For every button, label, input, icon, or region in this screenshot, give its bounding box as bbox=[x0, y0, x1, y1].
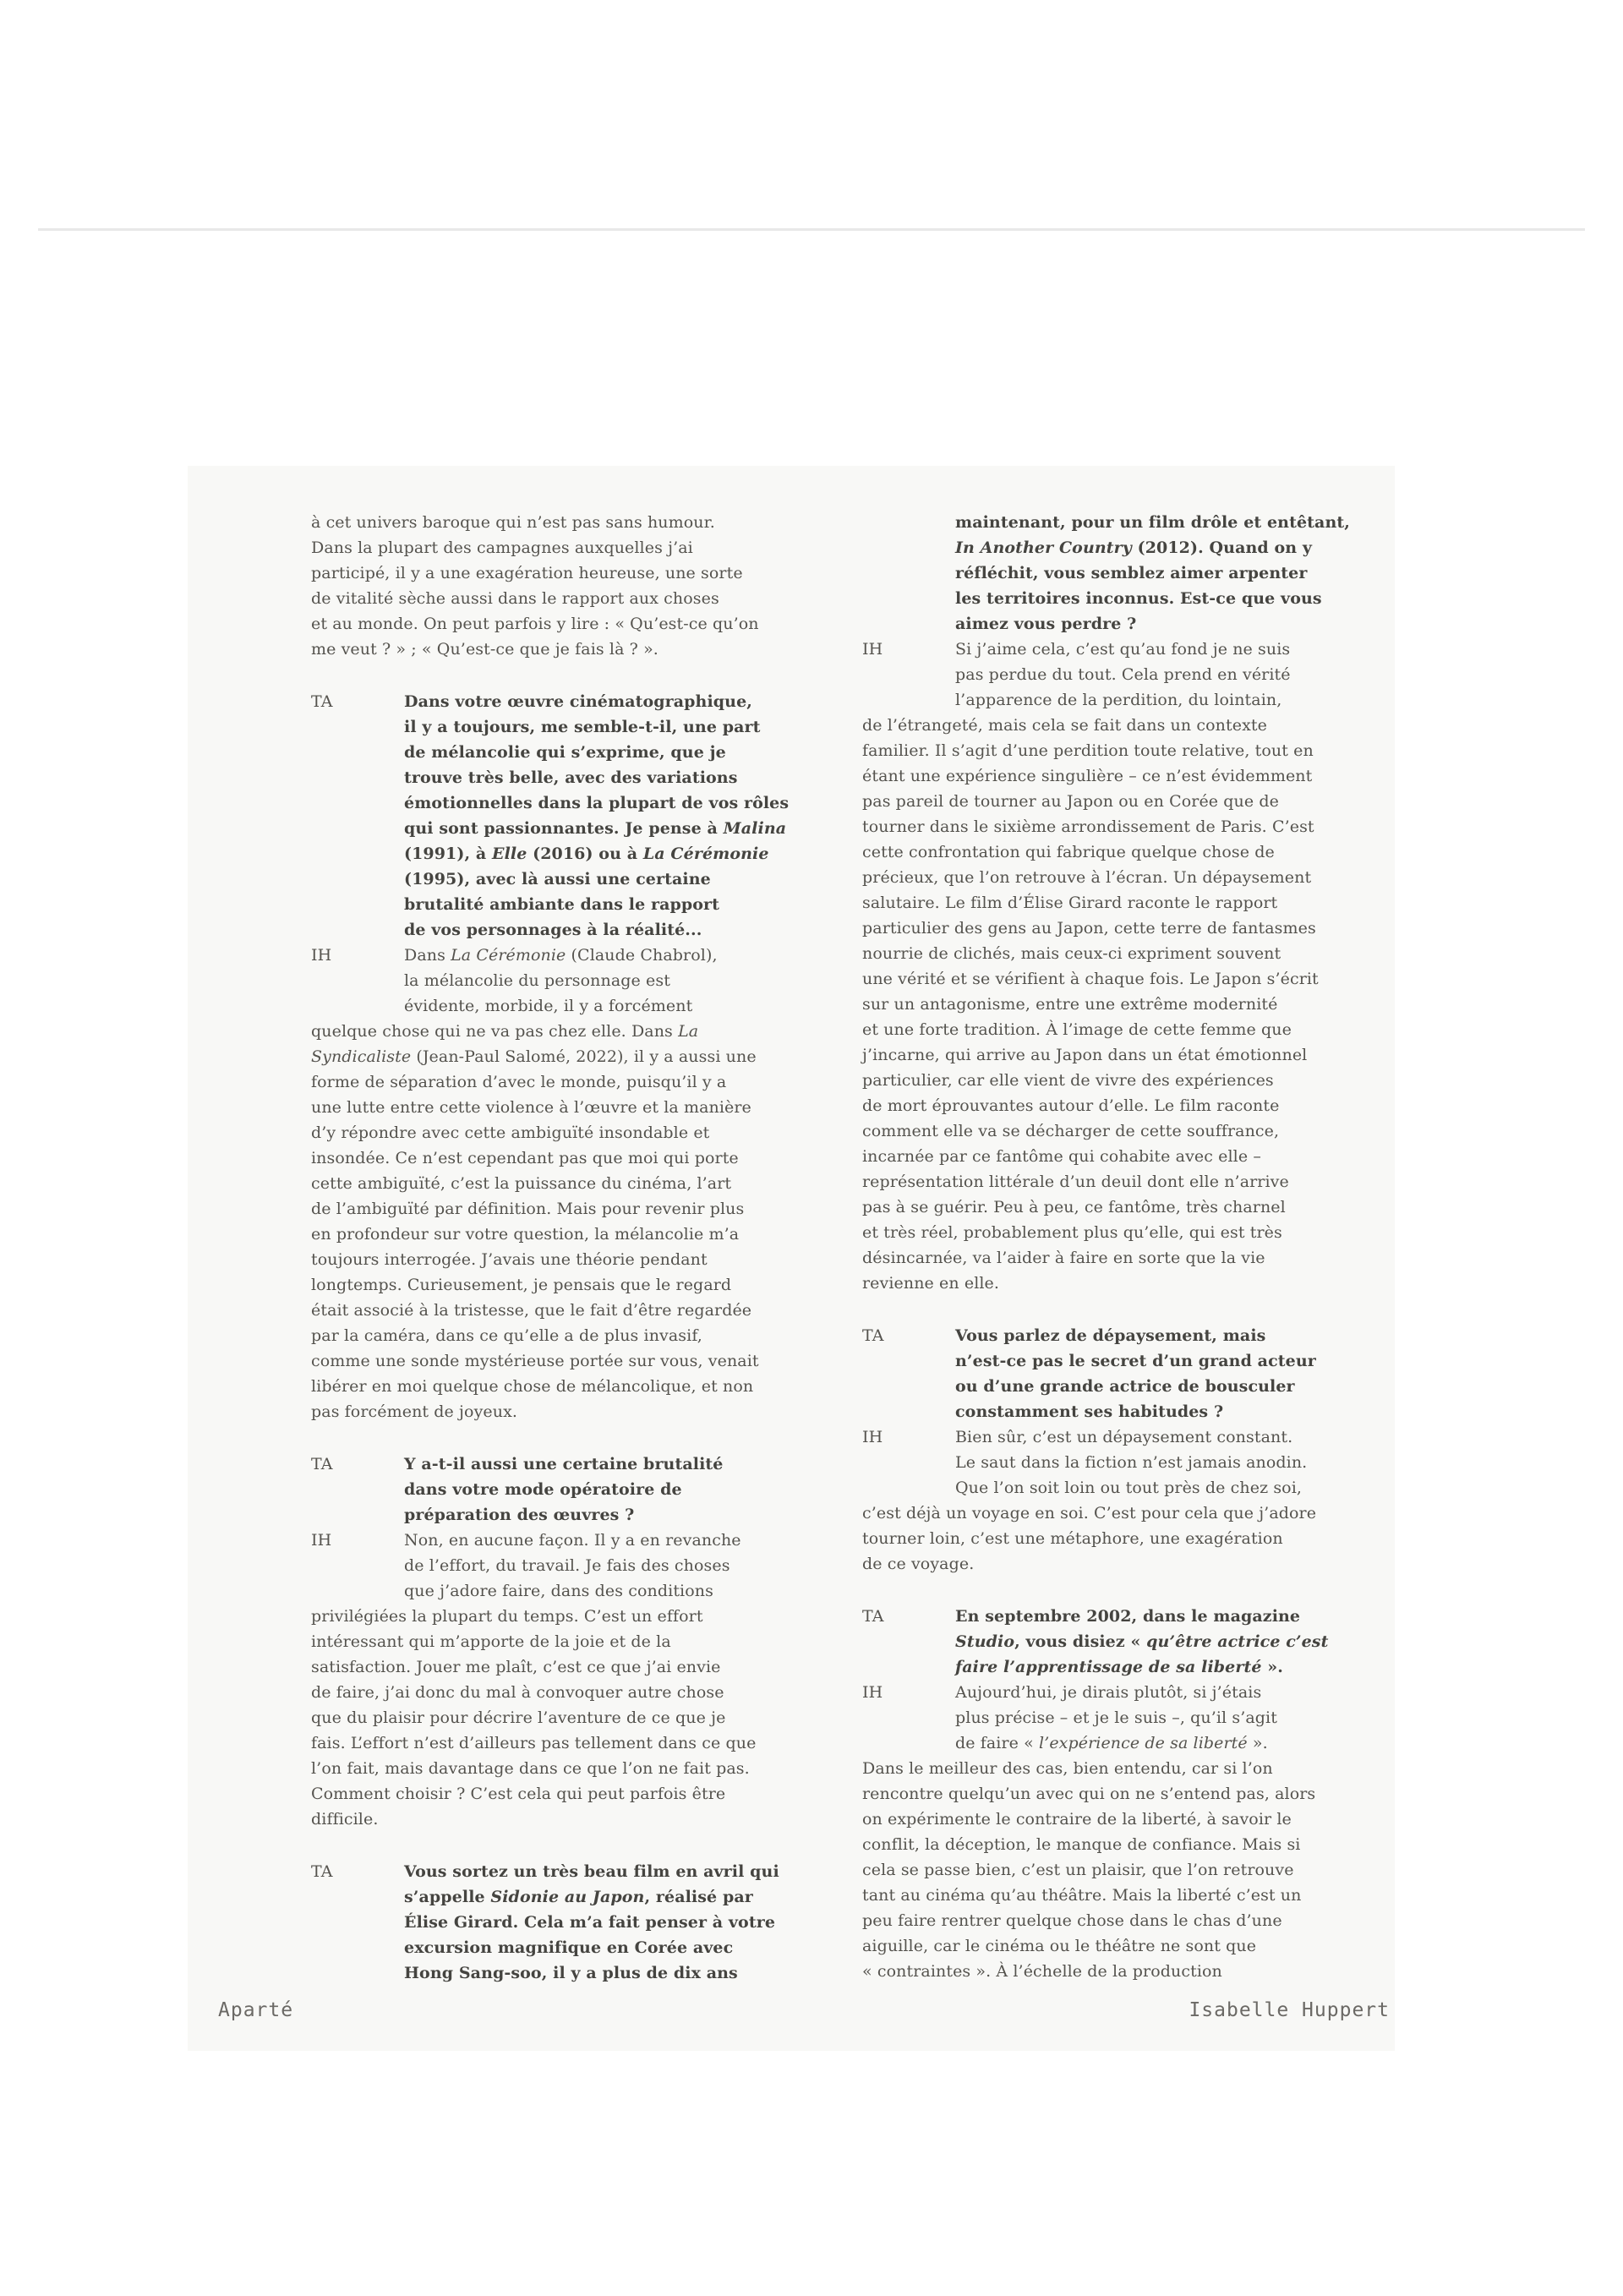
answer-text: Dans La Cérémonie (Claude Chabrol), la mélancolie du personnage est évidente, morbide, il y a forcément bbox=[404, 946, 718, 1015]
answer-text: Bien sûr, c’est un dépaysement constant. Le saut dans la fiction n’est jamais anodin. Que l’on soit loin ou tout près de chez soi, bbox=[955, 1428, 1308, 1497]
question-turn bbox=[311, 1859, 828, 1986]
answer-text: Aujourd’hui, je dirais plutôt, si j’étais plus précise – et je le suis –, qu’il s’agit de faire « l’expérience de sa liberté ». bbox=[955, 1683, 1277, 1752]
speaker-label: TA bbox=[311, 692, 333, 711]
answer-turn bbox=[862, 637, 1395, 1296]
question-text: En septembre 2002, dans le magazine Studio, vous disiez « qu’être actrice c’est faire l’apprentissage de sa liberté ». bbox=[955, 1607, 1329, 1676]
speaker-label: TA bbox=[862, 1607, 884, 1626]
answer-text: Dans le meilleur des cas, bien entendu, car si l’on rencontre quelqu’un avec qui on ne s’entend pas, alors on expérimente le contraire de la liberté, à savoir le conflit, la déception, le manque de confiance. Mais si cela se passe bien, c’est un plaisir, que l’on retrouve tant au cinéma qu’au théâtre. Mais la liberté c’est un peu faire rentrer quelque chose dans le chas d’une aiguille, car le cinéma ou le théâtre ne sont que « contraintes ». À l’échelle de la production bbox=[862, 1759, 1316, 1981]
speaker-label: IH bbox=[862, 640, 883, 659]
answer-text: de l’étrangeté, mais cela se fait dans un contexte familier. Il s’agit d’une perdition toute relative, tout en étant une expérience singulière – ce n’est évidemment pas pareil de tourner au Japon ou en Corée que de tourner dans le sixième arrondissement de Paris. C’est cette confrontation qui fabrique quelque chose de précieux, que l’on retrouve à l’écran. Un dépaysement salutaire. Le film d’Élise Girard raconte le rapport particulier des gens au Japon, cette terre de fantasmes nourrie de clichés, mais ceux-ci expriment souvent une vérité et se vérifient à chaque fois. Le Japon s’écrit sur un antagonisme, entre une extrême modernité et une forte tradition. À l’image de cette femme que j’incarne, qui arrive au Japon dans un état émotionnel particulier, car elle vient de vivre des expériences de mort éprouvantes autour d’elle. Le film raconte comment elle va se décharger de cette souffrance, incarnée par ce fantôme qui cohabite avec elle – représentation littérale d’un deuil dont elle n’arrive pas à se guérir. Peu à peu, ce fantôme, très charnel et très réel, probablement plus qu’elle, qui est très désincarnée, va l’aider à faire en sorte que la vie revienne en elle. bbox=[862, 716, 1319, 1293]
speaker-label: IH bbox=[862, 1683, 883, 1702]
speaker-label: IH bbox=[311, 946, 332, 965]
question-continuation bbox=[862, 510, 1395, 637]
speaker-label: TA bbox=[311, 1455, 333, 1473]
answer-text: quelque chose qui ne va pas chez elle. Dans La Syndicaliste (Jean-Paul Salomé, 2022), il y a aussi une forme de séparation d’avec le monde, puisqu’il y a une lutte entre cette violence à l’œuvre et la manière d’y répondre avec cette ambiguïté insondable et insondée. Ce n’est cependant pas que moi qui porte cette ambiguïté, c’est la puissance du cinéma, l’art de l’ambiguïté par définition. Mais pour revenir plus en profondeur sur votre question, la mélancolie m’a toujours interrogée. J’avais une théorie pendant longtemps. Curieusement, je pensais que le regard était associé à la tristesse, que le fait d’être regardée par la caméra, dans ce qu’elle a de plus invasif, comme une sonde mystérieuse portée sur vous, venait libérer en moi quelque chose de mélancolique, et non pas forcément de joyeux. bbox=[311, 1022, 759, 1421]
column-right bbox=[862, 510, 1395, 1984]
answer-text: Si j’aime cela, c’est qu’au fond je ne suis pas perdue du tout. Cela prend en vérité l’apparence de la perdition, du lointain, bbox=[955, 640, 1291, 709]
question-text: Vous sortez un très beau film en avril qui s’appelle Sidonie au Japon, réalisé par Élise Girard. Cela m’a fait penser à votre excursion magnifique en Corée avec Hong Sang-soo, il y a plus de dix ans bbox=[404, 1862, 779, 1982]
answer-turn bbox=[311, 1528, 828, 1832]
scanned-page bbox=[188, 466, 1395, 2051]
paragraph-continuation bbox=[311, 510, 828, 662]
answer-turn bbox=[311, 943, 828, 1424]
speaker-label: TA bbox=[311, 1862, 333, 1881]
footer-magazine-name: Aparté bbox=[218, 1999, 294, 2021]
top-rule bbox=[38, 228, 1585, 231]
question-text: Vous parlez de dépaysement, mais n’est-ce pas le secret d’un grand acteur ou d’une grande actrice de bousculer constamment ses habitudes ? bbox=[955, 1326, 1316, 1421]
footer-article-name: Isabelle Huppert bbox=[1189, 1999, 1390, 2021]
answer-text: à cet univers baroque qui n’est pas sans humour. Dans la plupart des campagnes auxquelles j’ai participé, il y a une exagération heureuse, une sorte de vitalité sèche aussi dans le rapport aux choses et au monde. On peut parfois y lire : « Qu’est-ce qu’on me veut ? » ; « Qu’est-ce que je fais là ? ». bbox=[311, 513, 759, 659]
question-turn bbox=[311, 689, 828, 943]
column-left bbox=[311, 510, 828, 1986]
question-text: maintenant, pour un film drôle et entêtant, In Another Country (2012). Quand on y réfléchit, vous semblez aimer arpenter les territoires inconnus. Est-ce que vous aimez vous perdre ? bbox=[955, 513, 1350, 633]
speaker-label: IH bbox=[311, 1531, 332, 1550]
answer-text: Non, en aucune façon. Il y a en revanche de l’effort, du travail. Je fais des choses que j’adore faire, dans des conditions bbox=[404, 1531, 741, 1600]
answer-turn bbox=[862, 1424, 1395, 1577]
speaker-label: IH bbox=[862, 1428, 883, 1446]
question-text: Y a-t-il aussi une certaine brutalité dans votre mode opératoire de préparation des œuvres ? bbox=[404, 1455, 724, 1524]
question-turn bbox=[862, 1604, 1395, 1680]
question-turn bbox=[862, 1323, 1395, 1424]
answer-text: c’est déjà un voyage en soi. C’est pour cela que j’adore tourner loin, c’est une métaphore, une exagération de ce voyage. bbox=[862, 1504, 1317, 1573]
question-text: Dans votre œuvre cinématographique, il y a toujours, me semble-t-il, une part de mélancolie qui s’exprime, que je trouve très belle, avec des variations émotionnelles dans la plupart de vos rôles qui sont passionnantes. Je pense à Malina (1991), à Elle (2016) ou à La Cérémonie (1995), avec là aussi une certaine brutalité ambiante dans le rapport de vos personnages à la réalité... bbox=[404, 692, 790, 939]
speaker-label: TA bbox=[862, 1326, 884, 1345]
question-turn bbox=[311, 1451, 828, 1528]
answer-text: privilégiées la plupart du temps. C’est un effort intéressant qui m’apporte de la joie et de la satisfaction. Jouer me plaît, c’est ce que j’ai envie de faire, j’ai donc du mal à convoquer autre chose que du plaisir pour décrire l’aventure de ce que je fais. L’effort n’est d’ailleurs pas tellement dans ce que l’on fait, mais davantage dans ce que l’on ne fait pas. Comment choisir ? C’est cela qui peut parfois être difficile. bbox=[311, 1607, 757, 1829]
answer-turn bbox=[862, 1680, 1395, 1984]
